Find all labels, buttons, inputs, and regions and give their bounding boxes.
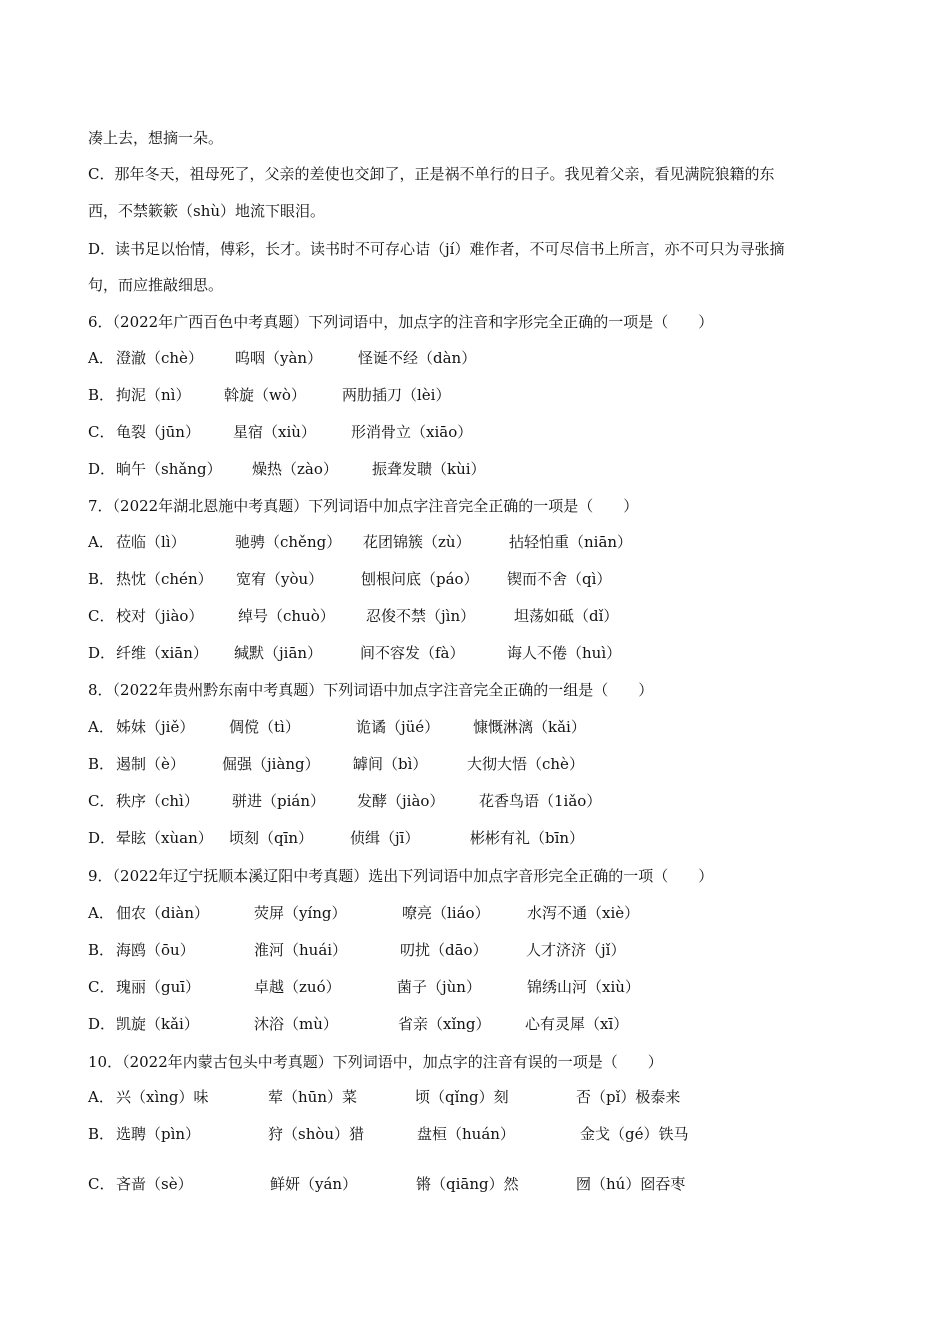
- prev-d-line2: 句，而应推敲细思。: [88, 276, 224, 294]
- question-10-stem: 10．（2022年内蒙古包头中考真题）下列词语中，加点字的注音有误的一项是（ ）: [88, 1053, 663, 1071]
- q7-option-b-item-2: 宽宥（yòu）: [236, 570, 324, 588]
- q10-option-c-item-4: 囫（hú）囵吞枣: [576, 1175, 686, 1193]
- q7-option-b-letter: B．: [88, 570, 115, 588]
- q7-option-d-item-2: 缄默（jiān）: [234, 644, 323, 662]
- q10-option-b-item-2: 狩（shòu）猎: [268, 1125, 365, 1143]
- q7-option-c-letter: C．: [88, 607, 115, 625]
- q8-option-c-item-1: 秩序（chì）: [116, 792, 199, 810]
- q6-option-d-item-3: 振聋发聩（kùi）: [372, 460, 486, 478]
- q7-option-d-letter: D．: [88, 644, 116, 662]
- q9-option-a-item-2: 荧屏（yíng）: [254, 904, 347, 922]
- q6-option-b-item-3: 两肋插刀（lèi）: [342, 386, 451, 404]
- q8-option-c-item-3: 发酵（jiào）: [357, 792, 445, 810]
- q8-option-d-item-4: 彬彬有礼（bīn）: [470, 829, 585, 847]
- q6-option-d-item-1: 晌午（shǎng）: [116, 460, 222, 478]
- q6-option-c-letter: C．: [88, 423, 115, 441]
- q9-option-d-letter: D．: [88, 1015, 116, 1033]
- q9-option-c-item-1: 瑰丽（guī）: [116, 978, 201, 996]
- q6-option-a-item-3: 怪诞不经（dàn）: [358, 349, 477, 367]
- q9-option-c-item-2: 卓越（zuó）: [254, 978, 341, 996]
- q7-option-a-item-3: 花团锦簇（zù）: [363, 533, 471, 551]
- q10-option-a-item-4: 否（pǐ）极泰来: [576, 1088, 681, 1106]
- q10-option-b-item-1: 选聘（pìn）: [116, 1125, 201, 1143]
- q10-option-a-item-3: 顷（qǐng）刻: [415, 1088, 509, 1106]
- prev-c-line2: 西，不禁簌簌（shù）地流下眼泪。: [88, 202, 326, 220]
- q9-option-a-item-3: 嘹亮（liáo）: [402, 904, 490, 922]
- q9-option-b-letter: B．: [88, 941, 115, 959]
- q6-option-c-item-1: 龟裂（jūn）: [116, 423, 200, 441]
- q6-option-b-item-1: 拘泥（nì）: [116, 386, 191, 404]
- q8-option-d-letter: D．: [88, 829, 116, 847]
- q7-option-a-item-4: 拈轻怕重（niān）: [509, 533, 633, 551]
- q7-option-b-item-1: 热忱（chén）: [116, 570, 213, 588]
- q8-option-a-item-4: 慷慨淋漓（kǎi）: [473, 718, 586, 736]
- q7-option-a-letter: A．: [88, 533, 114, 551]
- q8-option-b-item-4: 大彻大悟（chè）: [467, 755, 584, 773]
- q8-option-b-item-1: 遏制（è）: [116, 755, 185, 773]
- q9-option-b-item-3: 叨扰（dāo）: [400, 941, 488, 959]
- q7-option-d-item-4: 诲人不倦（huì）: [507, 644, 622, 662]
- q8-option-b-item-2: 倔强（jiàng）: [222, 755, 320, 773]
- q9-option-c-item-3: 菌子（jùn）: [397, 978, 481, 996]
- q8-option-c-item-4: 花香鸟语（1iǎo）: [479, 792, 602, 810]
- q10-option-a-item-2: 荤（hūn）菜: [268, 1088, 357, 1106]
- q9-option-a-letter: A．: [88, 904, 114, 922]
- q6-option-a-letter: A．: [88, 349, 114, 367]
- q6-option-d-item-2: 燥热（zào）: [252, 460, 338, 478]
- question-9-stem: 9．（2022年辽宁抚顺本溪辽阳中考真题）选出下列词语中加点字音形完全正确的一项（ ）: [88, 867, 714, 885]
- question-8-stem: 8．（2022年贵州黔东南中考真题）下列词语中加点字注音完全正确的一组是（ ）: [88, 681, 654, 699]
- q7-option-c-item-1: 校对（jiào）: [116, 607, 204, 625]
- q8-option-b-item-3: 罅间（bì）: [353, 755, 428, 773]
- q9-option-d-item-3: 省亲（xǐng）: [398, 1015, 491, 1033]
- prev-d-line1: D．读书足以怡情，傅彩，长才。读书时不可存心诘（jí）难作者，不可尽信书上所言，亦不可只为寻张摘: [88, 240, 785, 258]
- q8-option-a-item-2: 倜傥（tì）: [229, 718, 300, 736]
- q7-option-d-item-1: 纤维（xiān）: [116, 644, 208, 662]
- q7-option-c-item-4: 坦荡如砥（dǐ）: [514, 607, 619, 625]
- prev-b-tail: 凑上去，想摘一朵。: [88, 129, 224, 147]
- q10-option-b-item-4: 金戈（gé）铁马: [580, 1125, 689, 1143]
- q6-option-c-item-2: 星宿（xiù）: [233, 423, 316, 441]
- q9-option-c-item-4: 锦绣山河（xiù）: [527, 978, 640, 996]
- q6-option-a-item-1: 澄澈（chè）: [116, 349, 203, 367]
- q6-option-b-item-2: 斡旋（wò）: [224, 386, 306, 404]
- q10-option-c-item-2: 鲜妍（yán）: [270, 1175, 358, 1193]
- q9-option-a-item-1: 佃农（diàn）: [116, 904, 210, 922]
- q8-option-a-letter: A．: [88, 718, 114, 736]
- q9-option-b-item-2: 淮河（huái）: [254, 941, 348, 959]
- q7-option-c-item-3: 忍俊不禁（jìn）: [366, 607, 476, 625]
- q10-option-a-item-1: 兴（xìng）味: [116, 1088, 209, 1106]
- q10-option-c-letter: C．: [88, 1175, 115, 1193]
- q8-option-c-item-2: 骈进（pián）: [232, 792, 326, 810]
- q9-option-d-item-4: 心有灵犀（xī）: [525, 1015, 629, 1033]
- q8-option-a-item-3: 诡谲（jüé）: [356, 718, 440, 736]
- q10-option-b-letter: B．: [88, 1125, 115, 1143]
- q8-option-d-item-2: 顷刻（qīn）: [229, 829, 314, 847]
- q9-option-d-item-2: 沐浴（mù）: [254, 1015, 338, 1033]
- q8-option-a-item-1: 姊妹（jiě）: [116, 718, 195, 736]
- prev-c-line1: C．那年冬天，祖母死了，父亲的差使也交卸了，正是祸不单行的日子。我见着父亲，看见满院狼籍的东: [88, 165, 775, 183]
- q10-option-a-letter: A．: [88, 1088, 114, 1106]
- q9-option-d-item-1: 凯旋（kǎi）: [116, 1015, 199, 1033]
- q7-option-c-item-2: 绰号（chuò）: [238, 607, 335, 625]
- q8-option-c-letter: C．: [88, 792, 115, 810]
- q8-option-d-item-1: 晕眩（xùan）: [116, 829, 213, 847]
- q6-option-d-letter: D．: [88, 460, 116, 478]
- q10-option-b-item-3: 盘桓（huán）: [417, 1125, 515, 1143]
- q8-option-b-letter: B．: [88, 755, 115, 773]
- q7-option-b-item-4: 锲而不舍（qì）: [507, 570, 612, 588]
- q9-option-b-item-1: 海鸥（ōu）: [116, 941, 195, 959]
- q6-option-b-letter: B．: [88, 386, 115, 404]
- q10-option-c-item-1: 吝啬（sè）: [116, 1175, 193, 1193]
- q7-option-a-item-2: 驰骋（chěng）: [235, 533, 342, 551]
- question-7-stem: 7．（2022年湖北恩施中考真题）下列词语中加点字注音完全正确的一项是（ ）: [88, 497, 639, 515]
- q7-option-d-item-3: 间不容发（fà）: [360, 644, 465, 662]
- q9-option-b-item-4: 人才济济（jǐ）: [526, 941, 626, 959]
- q7-option-a-item-1: 莅临（lì）: [116, 533, 186, 551]
- q10-option-c-item-3: 锵（qiāng）然: [416, 1175, 519, 1193]
- question-6-stem: 6．（2022年广西百色中考真题）下列词语中，加点字的注音和字形完全正确的一项是（ ）: [88, 313, 714, 331]
- q9-option-a-item-4: 水泻不通（xiè）: [527, 904, 640, 922]
- q9-option-c-letter: C．: [88, 978, 115, 996]
- q7-option-b-item-3: 刨根问底（páo）: [361, 570, 479, 588]
- q6-option-a-item-2: 呜咽（yàn）: [235, 349, 323, 367]
- q6-option-c-item-3: 形消骨立（xiāo）: [351, 423, 473, 441]
- q8-option-d-item-3: 侦缉（jī）: [350, 829, 420, 847]
